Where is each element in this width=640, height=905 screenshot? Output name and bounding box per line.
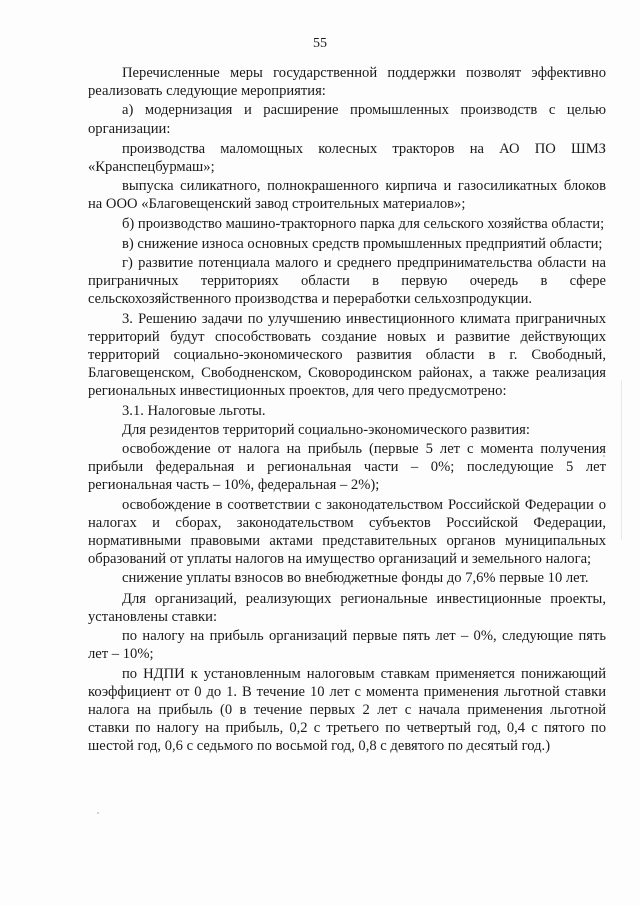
paragraph-item-v: в) снижение износа основных средств промышленных предприятий области;	[122, 235, 603, 252]
paragraph-organizations: Для организаций, реализующих региональные инвестиционные проекты, установлены ставки:	[88, 590, 606, 625]
paragraph-profit-tax: освобождение от налога на прибыль (первые 5 лет с момента получения прибыли федеральная и региональная части – 0%; последующие 5 лет региональная часть – 10%, федеральная – 2%);	[88, 441, 606, 494]
paragraph-residents: Для резидентов территорий социально-экономического развития:	[122, 421, 530, 438]
paragraph-item-a: а) модернизация и расширение промышленных производств с целью организации:	[88, 102, 606, 137]
paragraph-bricks: выпуска силикатного, полнокрашенного кирпича и газосиликатных блоков на ООО «Благовещенский завод строительных материалов»;	[88, 178, 606, 213]
scan-artifact-line	[621, 380, 622, 540]
paragraph-profit-rates: по налогу на прибыль организаций первые пять лет – 0%, следующие пять лет – 10%;	[88, 628, 606, 663]
scan-artifact-dot	[603, 455, 605, 457]
paragraph-item-b: б) производство машино-тракторного парка для сельского хозяйства области;	[122, 215, 605, 232]
document-body	[88, 64, 606, 756]
paragraph-contributions: снижение уплаты взносов во внебюджетные фонды до 7,6% первые 10 лет.	[122, 570, 589, 587]
paragraph-section-3: 3. Решению задачи по улучшению инвестиционного климата приграничных территорий будут способствовать создание новых и развитие действующих территорий социально-экономического развития области в г. Свободный, Благовещенском, Свободненском, Сковородинском районах, а также реализация региональных инвестиционных проектов, для чего предусмотрено:	[88, 310, 606, 400]
page-number: 55	[313, 36, 327, 51]
paragraph-ndpi: по НДПИ к установленным налоговым ставкам применяется понижающий коэффициент от 0 до 1. В течение 10 лет с момента применения льготной ставки налога на прибыль (0 в течение первых 2 лет с начала применения льготной ставки по налогу на прибыль, 0,2 с третьего по четвертый год, 0,4 с пятого по шестой год, 0,6 с седьмого по восьмой год, 0,8 с девятого по десятый год.)	[88, 665, 606, 755]
paragraph-intro: Перечисленные меры государственной поддержки позволят эффективно реализовать следующие мероприятия:	[88, 65, 606, 100]
paragraph-property-tax: освобождение в соответствии с законодательством Российской Федерации о налогах и сборах, законодательством субъектов Российской Федерации, нормативными правовыми актами представительных органов муниципальных образований от уплаты налогов на имущество организаций и земельного налога;	[88, 496, 606, 568]
scan-artifact-dot	[97, 812, 99, 814]
paragraph-tractors: производства маломощных колесных тракторов на АО ПО ШМЗ «Кранспецбурмаш»;	[88, 140, 606, 176]
paragraph-item-g: г) развитие потенциала малого и среднего предпринимательства области на приграничных территориях области в первую очередь в сфере сельскохозяйственного производства и переработки сельхозпродукции.	[88, 255, 606, 308]
paragraph-section-3-1: 3.1. Налоговые льготы.	[122, 402, 266, 419]
